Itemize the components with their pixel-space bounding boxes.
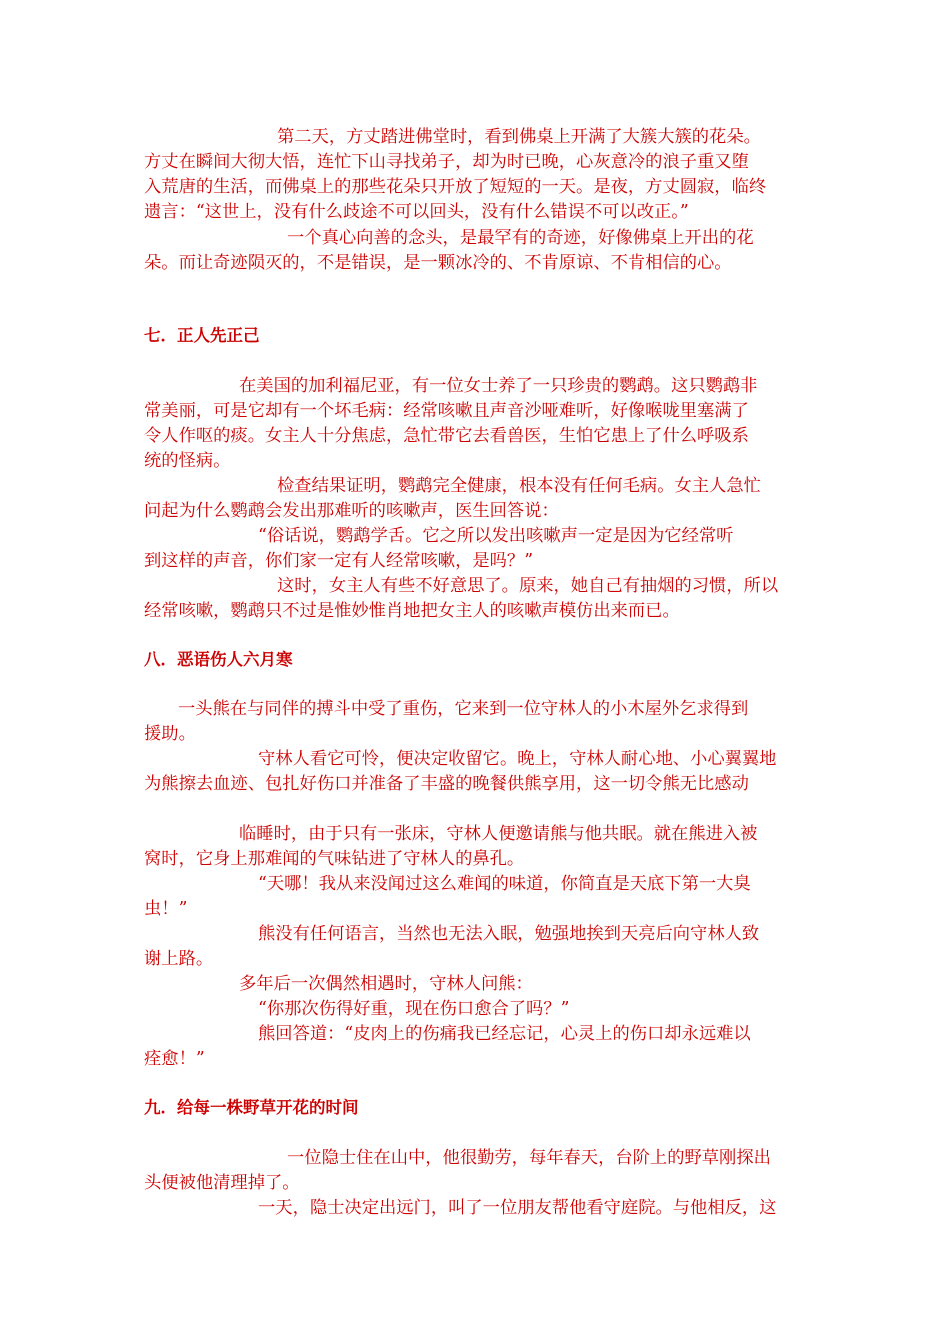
text-line: 入荒唐的生活，而佛桌上的那些花朵只开放了短短的一天。是夜，方丈圆寂，临终 (144, 177, 767, 197)
text-line: 窝时，它身上那难闻的气味钻进了守林人的鼻孔。 (144, 849, 525, 869)
text-line: 痊愈！” (144, 1049, 205, 1069)
text-line: 朵。而让奇迹陨灭的，不是错误，是一颗冰冷的、不肯原谅、不肯相信的心。 (144, 253, 732, 273)
text-line: 临睡时，由于只有一张床，守林人便邀请熊与他共眠。就在熊进入被 (239, 824, 758, 844)
text-line: 守林人看它可怜，便决定收留它。晚上，守林人耐心地、小心翼翼地 (258, 749, 777, 769)
text-line: 第二天，方丈踏进佛堂时，看到佛桌上开满了大簇大簇的花朵。 (277, 127, 761, 147)
text-line: 虫！” (144, 899, 188, 919)
section-heading: 八．恶语伤人六月寒 (144, 650, 293, 669)
text-line: 经常咳嗽，鹦鹉只不过是惟妙惟肖地把女主人的咳嗽声模仿出来而已。 (144, 601, 680, 621)
section-heading: 七．正人先正己 (144, 326, 260, 345)
text-line: “俗话说，鹦鹉学舌。它之所以发出咳嗽声一定是因为它经常听 (258, 526, 734, 546)
text-line: 一位隐士住在山中，他很勤劳，每年春天，台阶上的野草刚探出 (287, 1148, 771, 1168)
text-line: 熊没有任何语言，当然也无法入眠，勉强地挨到天亮后向守林人致 (258, 924, 760, 944)
text-line: 头便被他清理掉了。 (144, 1173, 300, 1193)
text-line: 方丈在瞬间大彻大悟，连忙下山寻找弟子，却为时已晚，心灰意冷的浪子重又堕 (144, 152, 749, 172)
text-line: 一天，隐士决定出远门，叫了一位朋友帮他看守庭院。与他相反，这 (258, 1198, 777, 1218)
section-heading: 九．给每一株野草开花的时间 (144, 1098, 359, 1117)
text-line: 熊回答道：“皮肉上的伤痛我已经忘记，心灵上的伤口却永远难以 (258, 1024, 751, 1044)
text-line: 遗言：“这世上，没有什么歧途不可以回头，没有什么错误不可以改正。” (144, 202, 689, 222)
text-line: 检查结果证明，鹦鹉完全健康，根本没有任何毛病。女主人急忙 (277, 476, 761, 496)
text-line: “你那次伤得好重，现在伤口愈合了吗？” (258, 999, 570, 1019)
text-line: 为熊擦去血迹、包扎好伤口并准备了丰盛的晚餐供熊享用，这一切令熊无比感动 (144, 774, 749, 794)
text-line: 这时，女主人有些不好意思了。原来，她自己有抽烟的习惯，所以 (277, 576, 779, 596)
text-line: 谢上路。 (144, 949, 214, 969)
text-line: 一头熊在与同伴的搏斗中受了重伤，它来到一位守林人的小木屋外乞求得到 (178, 699, 749, 719)
text-line: 在美国的加利福尼亚，有一位女士养了一只珍贵的鹦鹉。这只鹦鹉非 (239, 376, 758, 396)
text-line: 令人作呕的痰。女主人十分焦虑，急忙带它去看兽医，生怕它患上了什么呼吸系 (144, 426, 749, 446)
text-line: 问起为什么鹦鹉会发出那难听的咳嗽声，医生回答说： (144, 501, 559, 521)
text-line: 援助。 (144, 724, 196, 744)
text-line: 到这样的声音，你们家一定有人经常咳嗽，是吗？” (144, 551, 534, 571)
text-line: “天哪！我从来没闻过这么难闻的味道，你简直是天底下第一大臭 (258, 874, 751, 894)
text-line: 多年后一次偶然相遇时，守林人问熊： (239, 974, 533, 994)
text-line: 一个真心向善的念头，是最罕有的奇迹，好像佛桌上开出的花 (287, 228, 754, 248)
text-line: 常美丽，可是它却有一个坏毛病：经常咳嗽且声音沙哑难听，好像喉咙里塞满了 (144, 401, 749, 421)
text-line: 统的怪病。 (144, 451, 231, 471)
